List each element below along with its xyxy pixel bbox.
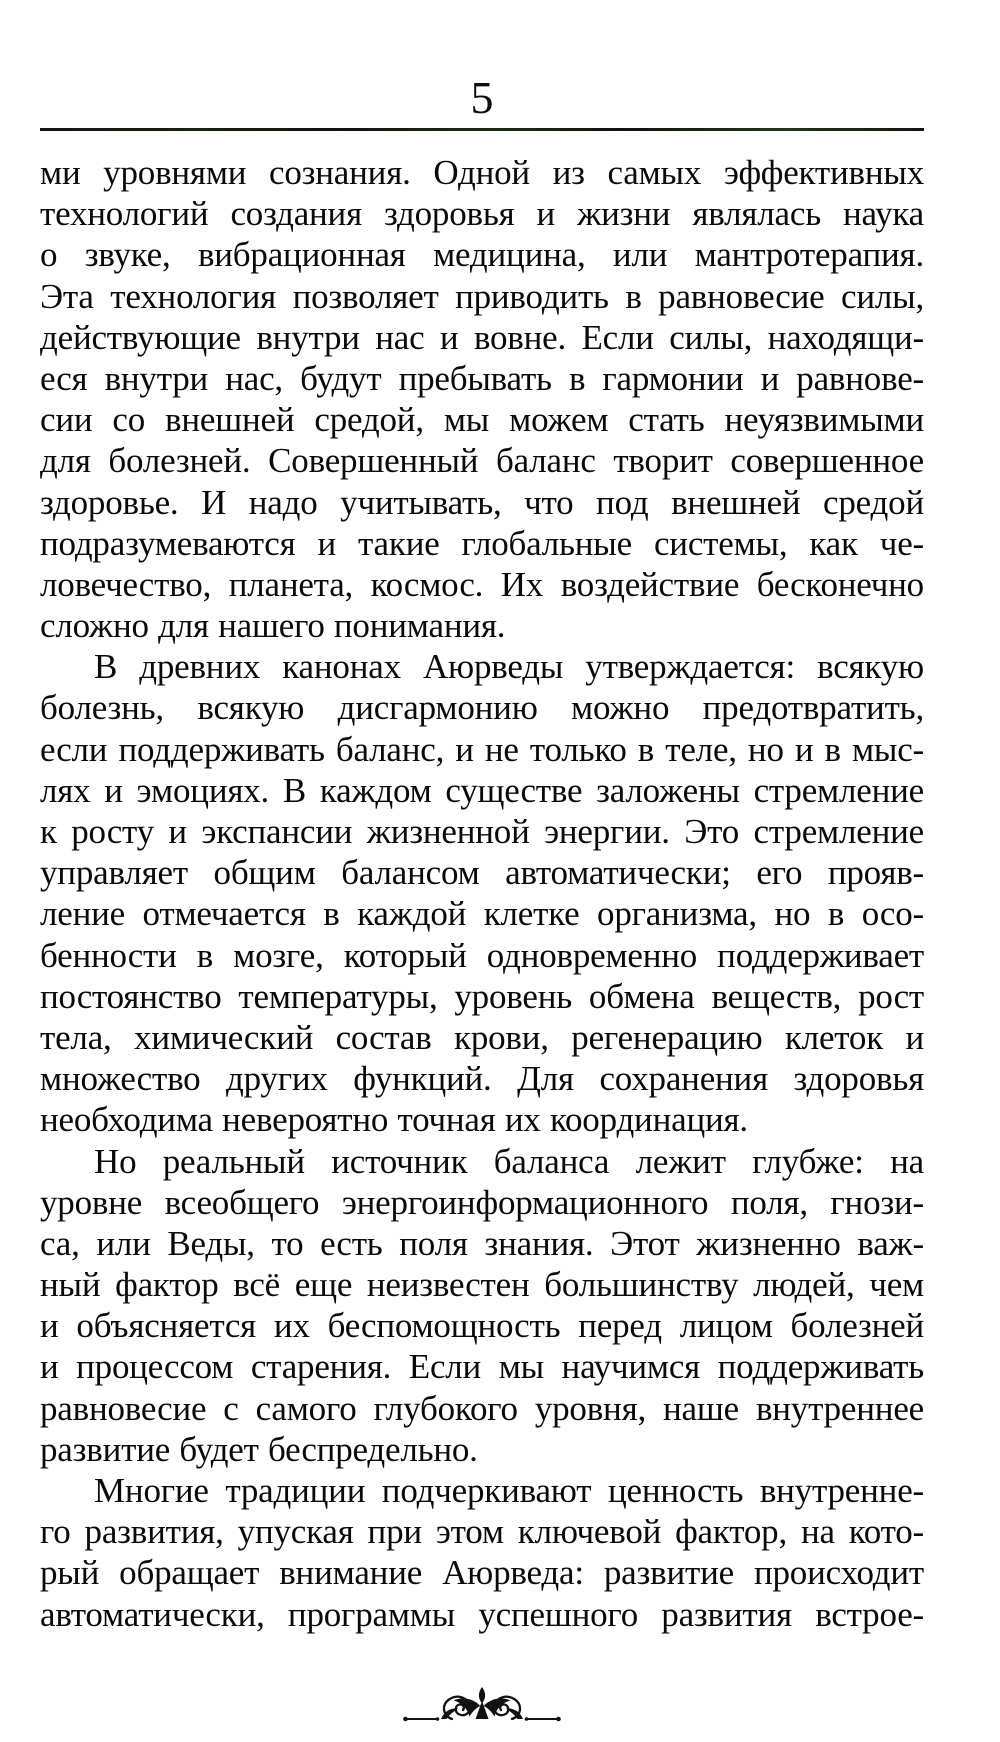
text-line: бенности в мозге, который одновременно поддерживает (40, 935, 924, 975)
page-number: 5 (470, 72, 494, 123)
text-line: Но реальный источник баланса лежит глубже: на (94, 1141, 924, 1181)
text-line: Эта технология позволяет приводить в равновесие силы, (40, 276, 924, 316)
text-line: тела, химический состав крови, регенерацию клеток и (40, 1017, 924, 1057)
text-line: ми уровнями сознания. Одной из самых эффективных (40, 153, 924, 192)
text-line: автоматически, программы успешного развития встрое- (40, 1594, 924, 1634)
text-line: болезнь, всякую дисгармонию можно предотвратить, (40, 688, 924, 728)
text-line: уровне всеобщего энергоинформационного поля, гнози- (40, 1182, 924, 1222)
text-line: действующие внутри нас и вовне. Если силы, находящи- (40, 317, 924, 357)
text-line: Многие традиции подчеркивают ценность внутренне- (94, 1471, 924, 1510)
floral-flourish-icon (402, 1686, 562, 1726)
text-line: ный фактор всё еще неизвестен большинству людей, чем (40, 1265, 924, 1305)
header-rule (40, 128, 924, 131)
text-line: множество других функций. Для сохранения здоровья (40, 1059, 924, 1099)
text-line: равновесие с самого глубокого уровня, наше внутреннее (40, 1388, 924, 1428)
text-line: здоровье. И надо учитывать, что под внешней средой (40, 482, 924, 522)
text-line: ление отмечается в каждой клетке организма, но в осо- (40, 894, 924, 934)
text-line: сии со внешней средой, мы можем стать неуязвимыми (40, 400, 924, 440)
text-line: управляет общим балансом автоматически; его прояв- (40, 853, 924, 893)
text-line: если поддерживать баланс, и не только в теле, но и в мыс- (40, 729, 924, 769)
text-line: развитие будет беспредельно. (40, 1429, 478, 1469)
text-line: необходима невероятно точная их координация. (40, 1100, 748, 1140)
text-line: технологий создания здоровья и жизни являлась наука (40, 194, 924, 234)
text-line: ловечество, планета, космос. Их воздействие бесконечно (40, 564, 924, 604)
text-line: го развития, упуская при этом ключевой фактор, на кото- (40, 1512, 924, 1552)
text-line: постоянство температуры, уровень обмена веществ, рост (40, 976, 924, 1016)
text-line: и процессом старения. Если мы научимся поддерживать (40, 1347, 924, 1387)
text-line: са, или Веды, то есть поля знания. Этот жизненно важ- (40, 1223, 924, 1263)
text-line: о звуке, вибрационная медицина, или мантротерапия. (40, 235, 924, 275)
text-block (40, 152, 924, 1635)
text-line: В древних канонах Аюрведы утверждается: всякую (94, 647, 924, 687)
text-line: сложно для нашего понимания. (40, 606, 506, 646)
text-line: лях и эмоциях. В каждом существе заложены стремление (40, 770, 924, 810)
text-line: еся внутри нас, будут пребывать в гармонии и равнове- (40, 358, 924, 398)
text-line: для болезней. Совершенный баланс творит совершенное (40, 441, 924, 481)
ornament-divider (40, 1686, 924, 1726)
text-line: к росту и экспансии жизненной энергии. Это стремление (40, 812, 924, 851)
text-line: подразумеваются и такие глобальные системы, как че- (40, 523, 924, 563)
text-line: и объясняется их беспомощность перед лицом болезней (40, 1306, 924, 1346)
text-line: рый обращает внимание Аюрведа: развитие происходит (40, 1553, 924, 1593)
